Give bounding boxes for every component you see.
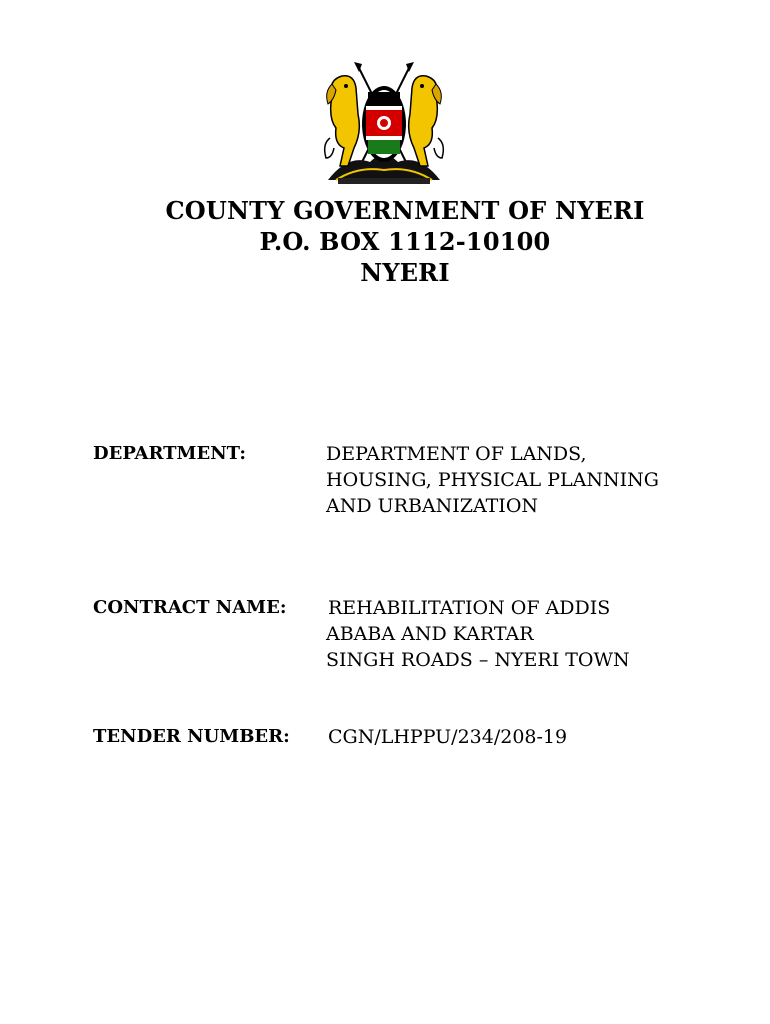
county-title: COUNTY GOVERNMENT OF NYERI	[165, 196, 645, 225]
contract-name-line-3: SINGH ROADS – NYERI TOWN	[326, 649, 630, 671]
tender-number-label: TENDER NUMBER:	[93, 726, 290, 747]
coat-of-arms-icon	[318, 62, 450, 188]
postal-address: P.O. BOX 1112-10100	[259, 227, 551, 256]
department-label: DEPARTMENT:	[93, 443, 247, 464]
contract-name-line-1: REHABILITATION OF ADDIS	[328, 597, 611, 619]
town-name: NYERI	[360, 258, 450, 287]
tender-number-value: CGN/LHPPU/234/208-19	[328, 726, 568, 748]
contract-name-line-2: ABABA AND KARTAR	[326, 623, 534, 645]
department-value-line-2: HOUSING, PHYSICAL PLANNING	[326, 469, 659, 491]
department-value-line-1: DEPARTMENT OF LANDS,	[326, 443, 587, 465]
contract-name-label: CONTRACT NAME:	[93, 597, 287, 618]
department-value-line-3: AND URBANIZATION	[326, 495, 539, 517]
